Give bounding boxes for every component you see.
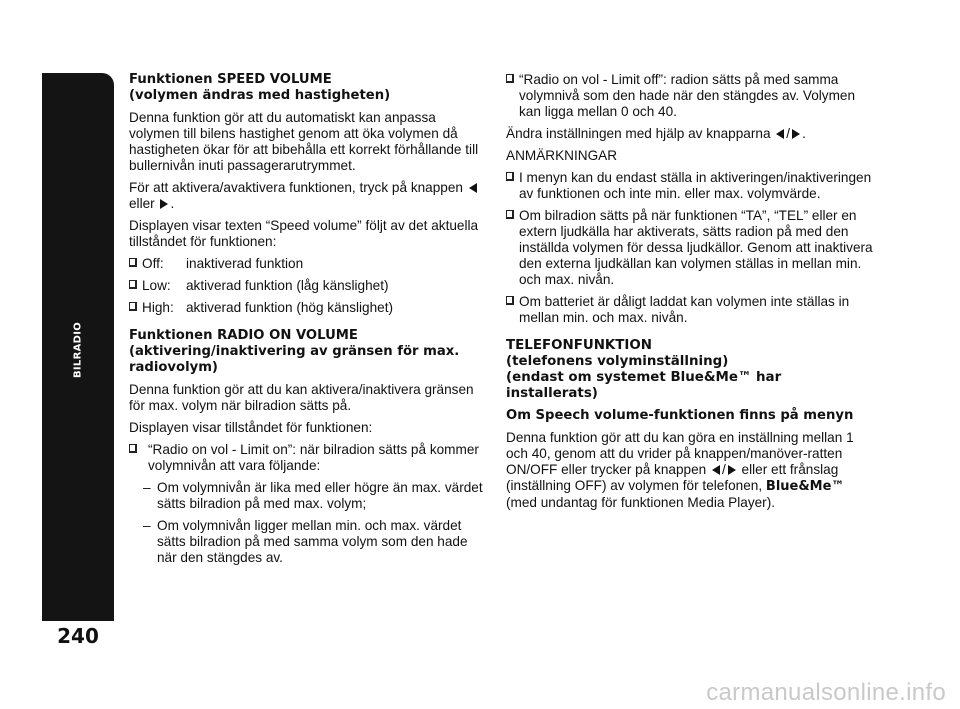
left-arrow-icon bbox=[776, 129, 784, 139]
right-arrow-icon bbox=[792, 129, 800, 139]
limit-on-case-1: – Om volymnivån är lika med eller högre än max. värdet sätts bilradion på med max. volym; bbox=[143, 480, 483, 511]
option-off: Off: inaktiverad funktion bbox=[129, 256, 485, 272]
speed-volume-heading: Funktionen SPEED VOLUME (volymen ändras med hastigheten) bbox=[129, 72, 391, 103]
note-item: I menyn kan du endast ställa in aktiveringen/inaktiveringen av funktionen och inte min. eller max. volymvärde. bbox=[506, 170, 876, 202]
speech-volume-text: Denna funktion gör att du kan göra en inställning mellan 1 och 40, genom att du vrider på knappen/manöver-ratten ON/OFF eller trycker på knappen / eller ett frånslag (inställning OFF) av volymen för telefonen, Blue&Me™ (med undantag för funktionen Media Player). bbox=[506, 430, 854, 510]
right-column bbox=[506, 72, 876, 517]
checkbox-bullet-icon bbox=[506, 296, 514, 305]
watermark: carmanualsonline.info bbox=[706, 679, 946, 706]
option-high: High: aktiverad funktion (hög känslighet) bbox=[129, 300, 485, 316]
checkbox-bullet-icon bbox=[129, 444, 137, 453]
speed-volume-activate-text: För att aktivera/avaktivera funktionen, tryck på knappen eller . bbox=[129, 180, 485, 212]
checkbox-bullet-icon bbox=[506, 74, 514, 83]
radio-on-volume-heading: Funktionen RADIO ON VOLUME (aktivering/inaktivering av gränsen för max. radiovolym) bbox=[129, 328, 460, 375]
limit-on-case-2: – Om volymnivån ligger mellan min. och max. värdet sätts bilradion på med samma volym som den hade när den stängdes av. bbox=[143, 518, 468, 565]
page-number: 240 bbox=[57, 624, 99, 648]
option-low: Low: aktiverad funktion (låg känslighet) bbox=[129, 278, 485, 294]
chapter-tab-label: BILRADIO bbox=[72, 321, 84, 379]
right-arrow-icon bbox=[160, 199, 168, 209]
checkbox-bullet-icon bbox=[129, 258, 137, 267]
telephone-function-heading: TELEFONFUNKTION (telefonens volyminställning) (endast om systemet Blue&Me™ har installerats) bbox=[506, 338, 782, 401]
limit-on-bullet: “Radio on vol - Limit on”: när bilradion sätts på kommer volymnivån att vara följande: bbox=[129, 442, 485, 474]
note-item: Om bilradion sätts på när funktionen “TA”, “TEL” eller en extern ljudkälla har aktiverats, sätts radion på med den inställda volymen för dessa ljudkällor. Genom att inaktivera den externa ljudkällan kan volymen ställas in mellan min. och max. nivån. bbox=[506, 208, 876, 288]
checkbox-bullet-icon bbox=[506, 172, 514, 181]
change-setting-text: Ändra inställningen med hjälp av knapparna / . bbox=[506, 126, 806, 141]
speed-volume-intro: Denna funktion gör att du automatiskt kan anpassa volymen till bilens hastighet genom att öka volymen då hastigheten ökar för att bibehålla ett korrekt förhållande till bullernivån inuti passagerarutrymmet. bbox=[129, 110, 479, 173]
note-item: Om batteriet är dåligt laddat kan volymen inte ställas in mellan min. och max. nivån. bbox=[506, 294, 876, 326]
notes-title: ANMÄRKNINGAR bbox=[506, 148, 618, 163]
radio-on-volume-intro: Denna funktion gör att du kan aktivera/inaktivera gränsen för max. volym när bilradion sätts på. bbox=[129, 382, 474, 413]
checkbox-bullet-icon bbox=[129, 302, 137, 311]
right-arrow-icon bbox=[728, 465, 736, 475]
checkbox-bullet-icon bbox=[129, 280, 137, 289]
checkbox-bullet-icon bbox=[506, 210, 514, 219]
left-column bbox=[129, 72, 485, 572]
radio-on-volume-display-text: Displayen visar tillståndet för funktionen: bbox=[129, 420, 373, 435]
speed-volume-display-text: Displayen visar texten “Speed volume” följt av det aktuella tillståndet för funktionen: bbox=[129, 218, 479, 249]
limit-off-bullet: “Radio on vol - Limit off”: radion sätts på med samma volymnivå som den hade när den stängdes av. Volymen kan ligga mellan 0 och 40. bbox=[506, 72, 876, 120]
left-arrow-icon bbox=[712, 465, 720, 475]
left-arrow-icon bbox=[469, 183, 477, 193]
speech-volume-heading: Om Speech volume-funktionen finns på menyn bbox=[506, 408, 854, 423]
